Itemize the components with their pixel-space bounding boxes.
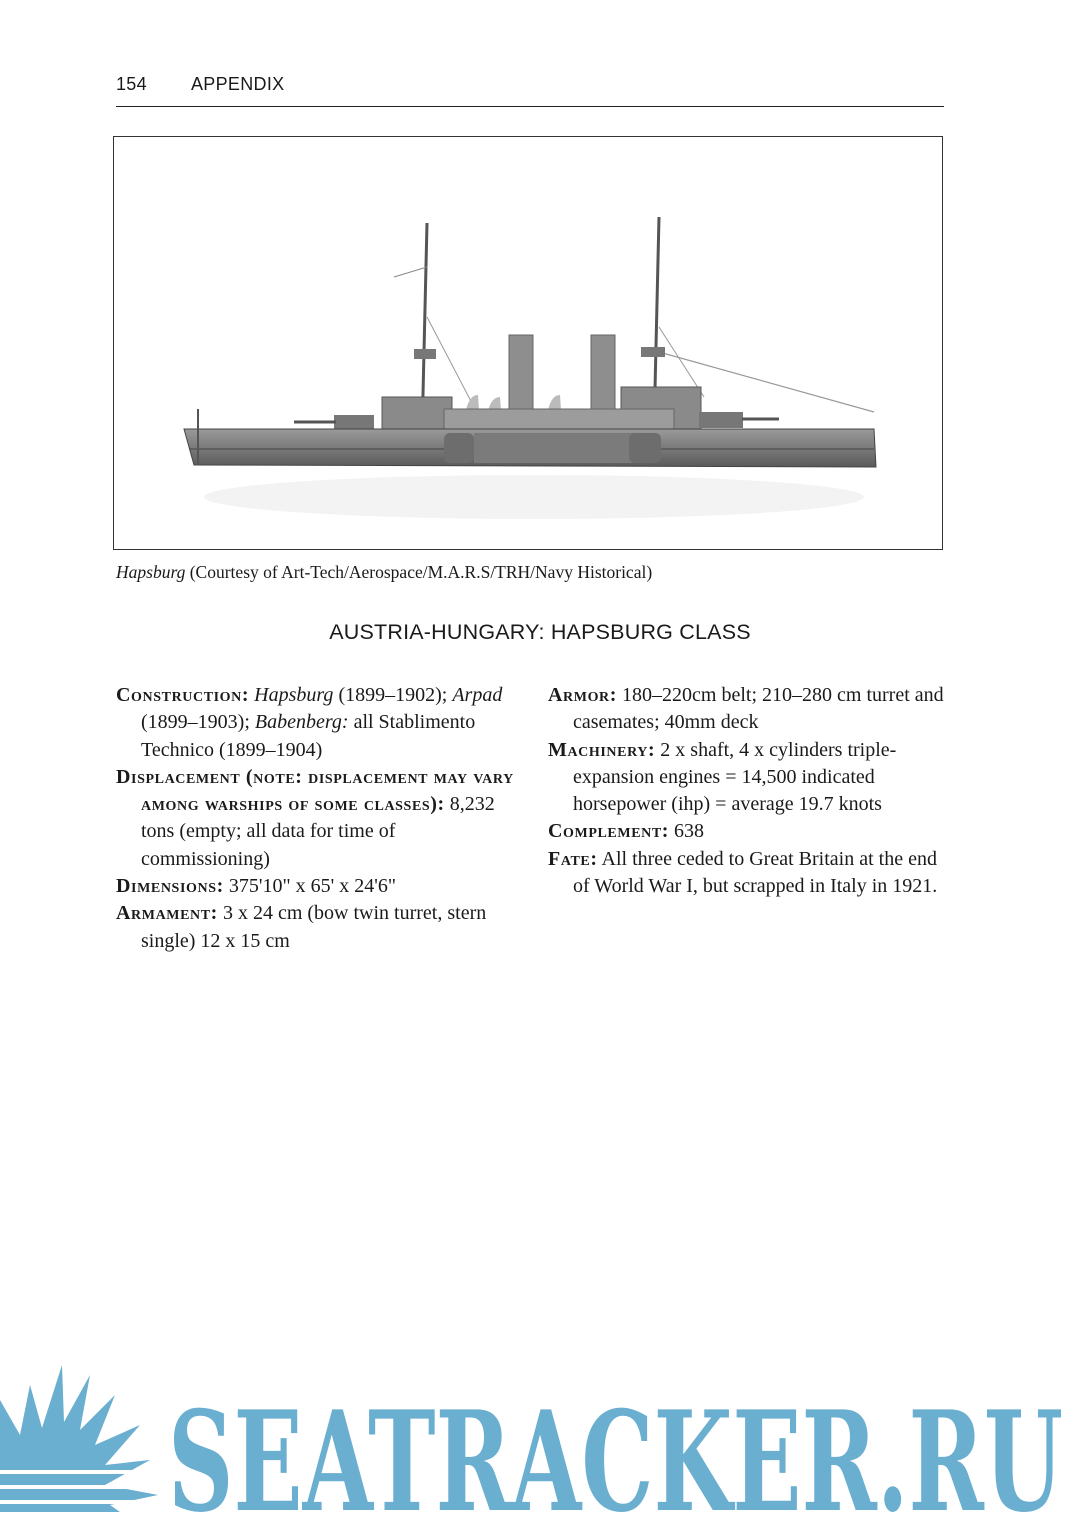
ship-name: Arpad xyxy=(452,684,503,706)
ship-illustration xyxy=(113,136,943,550)
spec-machinery xyxy=(548,737,948,819)
spec-armor xyxy=(548,682,948,737)
spec-label: Complement: xyxy=(548,820,670,843)
battleship-drawing xyxy=(114,137,942,549)
spec-fate xyxy=(548,846,948,901)
spec-value: 2 x shaft, 4 x cylinders triple-expansion engines = 14,500 indicated horsepower (ihp) = average 19.7 knots xyxy=(573,738,897,816)
caption-ship-name: Hapsburg xyxy=(116,562,186,582)
spec-dimensions xyxy=(116,873,526,900)
spec-value: 3 x 24 cm (bow twin turret, stern single) 12 x 15 cm xyxy=(141,902,487,952)
spec-label: Displacement (note: displacement may vary among warships of some classes): xyxy=(116,765,514,816)
spec-column-right xyxy=(548,682,948,900)
spec-label: Dimensions: xyxy=(116,875,224,898)
ship-name: Hapsburg xyxy=(254,684,334,706)
spec-label: Construction: xyxy=(116,684,250,706)
spec-label: Armor: xyxy=(548,684,618,706)
spec-column-left xyxy=(116,682,526,955)
ship-name: Babenberg: xyxy=(254,711,349,734)
spec-construction: Construction: Hapsburg (1899–1902); Arpad (1899–1903); Babenberg: all Stablimento Technico (1899–1904) xyxy=(116,684,503,761)
spec-displacement xyxy=(116,764,526,873)
section-title: APPENDIX xyxy=(191,74,285,94)
spec-value: 375'10" x 65' x 24'6" xyxy=(223,875,396,898)
figure-caption xyxy=(116,562,652,583)
spec-value: All three ceded to Great Britain at the end of World War I, but scrapped in Italy in 1921. xyxy=(573,847,938,898)
class-title: AUSTRIA-HUNGARY: HAPSBURG CLASS xyxy=(329,620,751,644)
running-header xyxy=(116,72,944,107)
watermark-text: SEATRACKER.RU xyxy=(168,1380,1063,1512)
spec-label: Fate: xyxy=(548,847,598,870)
spec-label: Armament: xyxy=(116,902,218,925)
spec-label: Machinery: xyxy=(548,738,656,761)
spec-armament xyxy=(116,900,526,955)
sun-icon xyxy=(0,1365,158,1512)
spec-value: 8,232 tons (empty; all data for time of commissioning) xyxy=(141,793,495,870)
seatracker-logo xyxy=(0,1340,1080,1512)
watermark xyxy=(0,1340,1080,1512)
caption-credit: (Courtesy of Art-Tech/Aerospace/M.A.R.S/TRH/Navy Historical) xyxy=(189,562,653,582)
spec-value: 638 xyxy=(669,820,705,843)
spec-value: 180–220cm belt; 210–280 cm turret and casemates; 40mm deck xyxy=(573,684,944,734)
spec-complement xyxy=(548,818,948,845)
page-number: 154 xyxy=(116,74,147,94)
